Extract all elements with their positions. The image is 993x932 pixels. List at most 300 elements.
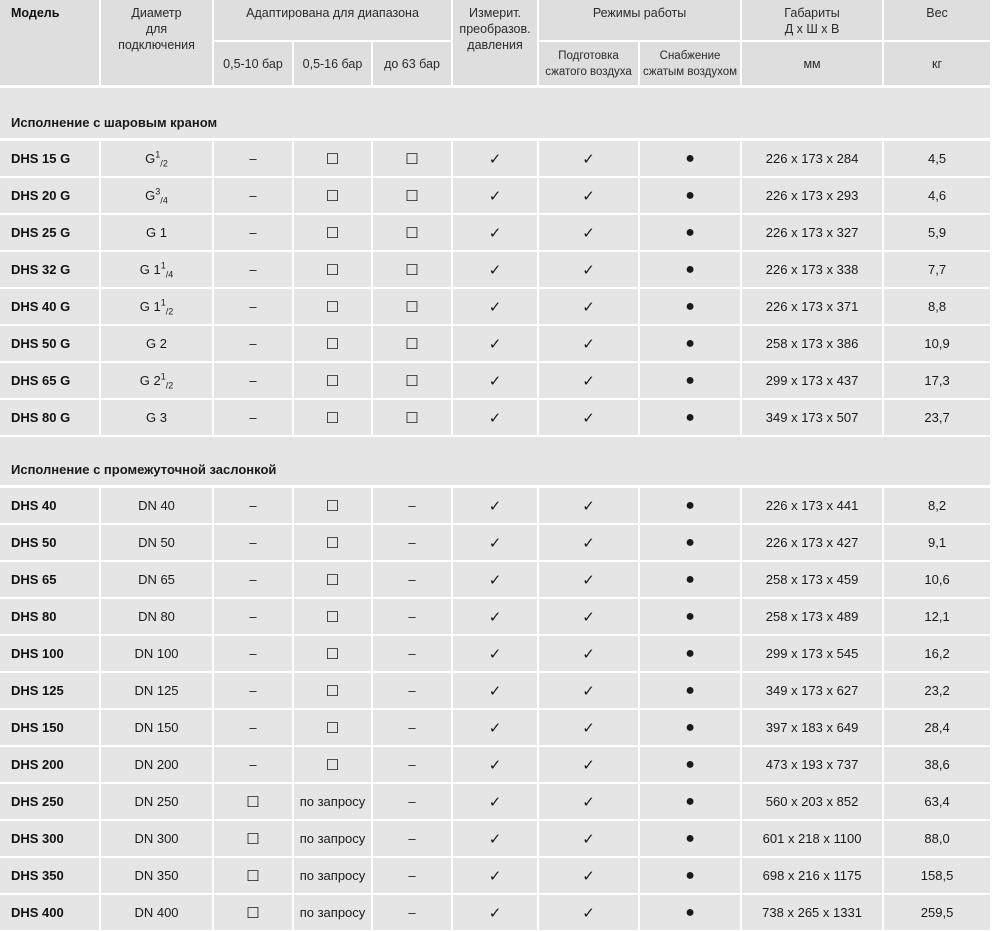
dash-icon: – [249,410,257,425]
bullet-icon: ● [685,755,695,773]
cell-meter [453,673,539,710]
header-adapted-range [214,0,453,40]
cell-range-10 [214,400,294,437]
header-mode-preparation [539,40,640,85]
section-title: Исполнение с шаровым краном [0,88,990,138]
cell-model [0,858,101,895]
table-row [0,363,990,400]
header-diameter [101,0,214,85]
header-meter-line2: преобразов. [459,22,531,36]
cell-connection [101,525,214,562]
cell-meter [453,895,539,932]
dash-icon: – [249,535,257,550]
cell-range-10 [214,599,294,636]
check-icon: ✓ [582,867,595,885]
cell-range-16 [294,289,373,326]
model-name: DHS 300 [11,831,64,846]
weight-value: 38,6 [924,757,950,772]
checkbox-empty-icon: ☐ [325,682,340,700]
model-name: DHS 125 [11,683,64,698]
cell-model [0,252,101,289]
check-icon: ✓ [582,298,595,316]
cell-range-16 [294,400,373,437]
cell-model [0,636,101,673]
table-row [0,673,990,710]
cell-dimensions [742,821,884,858]
dash-icon: – [249,225,257,240]
cell-meter [453,747,539,784]
cell-preparation [539,363,640,400]
check-icon: ✓ [582,571,595,589]
cell-meter [453,326,539,363]
bullet-icon: ● [685,644,695,662]
cell-range-16 [294,895,373,932]
checkbox-empty-icon: ☐ [325,497,340,515]
dimensions-value: 258 x 173 x 459 [765,572,859,587]
connection-fraction-numerator: 1 [155,149,161,160]
bullet-icon: ● [685,792,695,810]
model-name: DHS 15 G [11,151,71,166]
cell-supply [640,858,742,895]
weight-value: 4,5 [928,151,947,166]
cell-connection [101,821,214,858]
cell-connection [101,895,214,932]
cell-supply [640,562,742,599]
cell-meter [453,215,539,252]
cell-range-63 [373,895,453,932]
cell-preparation [539,895,640,932]
cell-weight [884,488,990,525]
header-dims-unit-label: мм [803,56,821,71]
connection-fraction-numerator: 1 [160,260,166,271]
cell-meter [453,821,539,858]
check-icon: ✓ [488,645,502,663]
connection-value: G [145,188,156,203]
cell-preparation [539,710,640,747]
weight-value: 10,6 [924,572,950,587]
connection-fraction-slash: / [160,195,163,206]
header-range-16-label: 0,5-16 бар [302,56,363,71]
header-weight-label: Вес [926,6,948,20]
model-name: DHS 350 [11,868,64,883]
dash-icon: – [408,683,416,698]
cell-range-63 [373,821,453,858]
cell-dimensions [742,289,884,326]
connection-fraction-slash: / [160,158,163,169]
cell-meter [453,400,539,437]
connection-value: DN 300 [134,831,179,846]
dimensions-value: 258 x 173 x 386 [765,336,859,351]
cell-meter [453,289,539,326]
cell-model [0,289,101,326]
section-title-row [0,437,990,485]
connection-value: G 1 [146,225,167,240]
connection-value: DN 40 [138,498,175,513]
checkbox-empty-icon: ☐ [405,298,419,316]
check-icon: ✓ [582,150,595,168]
cell-dimensions [742,562,884,599]
table-row [0,141,990,178]
cell-meter [453,710,539,747]
dash-icon: – [249,188,257,203]
cell-range-16 [294,710,373,747]
table-row [0,858,990,895]
dash-icon: – [408,794,416,809]
cell-range-16 [294,178,373,215]
cell-range-16 [294,326,373,363]
model-name: DHS 32 G [11,262,71,277]
cell-dimensions [742,326,884,363]
cell-range-16 [294,215,373,252]
dash-icon: – [249,151,257,166]
dash-icon: – [249,683,257,698]
cell-weight [884,525,990,562]
checkbox-empty-icon: ☐ [405,150,419,168]
connection-fraction-denominator: 2 [162,158,168,169]
cell-range-63 [373,141,453,178]
model-name: DHS 20 G [11,188,71,203]
cell-meter [453,363,539,400]
header-weight-unit [884,40,990,85]
weight-value: 12,1 [924,609,950,624]
cell-dimensions [742,710,884,747]
cell-connection [101,599,214,636]
cell-dimensions [742,488,884,525]
check-icon: ✓ [488,150,502,168]
header-diameter-line1: Диаметр [131,6,182,20]
section-title-row [0,88,990,138]
weight-value: 63,4 [924,794,950,809]
dimensions-value: 258 x 173 x 489 [765,609,859,624]
connection-fraction-denominator: 2 [168,306,174,317]
dimensions-value: 349 x 173 x 627 [765,683,859,698]
cell-weight [884,747,990,784]
cell-meter [453,784,539,821]
header-mode-prep-line1: Подготовка [558,49,619,62]
checkbox-empty-icon: ☐ [325,261,340,279]
bullet-icon: ● [685,533,695,551]
header-range-16 [294,40,373,85]
cell-range-10 [214,289,294,326]
dash-icon: – [249,720,257,735]
checkbox-empty-icon: ☐ [325,150,340,168]
cell-range-10 [214,821,294,858]
cell-model [0,895,101,932]
cell-range-10 [214,747,294,784]
cell-meter [453,525,539,562]
bullet-icon: ● [685,186,695,204]
check-icon: ✓ [488,534,502,552]
cell-model [0,710,101,747]
cell-range-63 [373,784,453,821]
connection-value: DN 65 [138,572,175,587]
cell-model [0,562,101,599]
checkbox-empty-icon: ☐ [325,335,340,353]
dimensions-value: 738 x 265 x 1331 [762,905,862,920]
cell-range-63 [373,363,453,400]
cell-weight [884,215,990,252]
cell-model [0,363,101,400]
cell-range-10 [214,673,294,710]
weight-value: 28,4 [924,720,950,735]
check-icon: ✓ [488,409,502,427]
model-name: DHS 80 G [11,410,71,425]
model-name: DHS 80 [11,609,57,624]
bullet-icon: ● [685,260,695,278]
dimensions-value: 226 x 173 x 284 [765,151,859,166]
table-row [0,400,990,437]
cell-meter [453,178,539,215]
bullet-icon: ● [685,334,695,352]
check-icon: ✓ [582,497,595,515]
cell-meter [453,599,539,636]
cell-range-63 [373,326,453,363]
cell-weight [884,326,990,363]
dimensions-value: 397 x 183 x 649 [765,720,859,735]
cell-model [0,400,101,437]
cell-preparation [539,858,640,895]
bullet-icon: ● [685,570,695,588]
weight-value: 7,7 [928,262,947,277]
cell-preparation [539,215,640,252]
connection-value: G [145,151,156,166]
cell-weight [884,178,990,215]
cell-weight [884,252,990,289]
cell-range-16 [294,525,373,562]
cell-supply [640,289,742,326]
cell-supply [640,895,742,932]
connection-fraction-slash: / [165,306,169,317]
check-icon: ✓ [582,645,595,663]
cell-supply [640,599,742,636]
cell-dimensions [742,215,884,252]
cell-range-63 [373,488,453,525]
cell-model [0,488,101,525]
cell-range-16 [294,363,373,400]
model-name: DHS 100 [11,646,64,661]
cell-model [0,673,101,710]
connection-value: DN 200 [134,757,179,772]
cell-weight [884,400,990,437]
weight-value: 16,2 [924,646,950,661]
range-16-mark: по запросу [299,794,366,809]
bullet-icon: ● [685,681,695,699]
dash-icon: – [249,262,257,277]
check-icon: ✓ [582,682,595,700]
table-row [0,636,990,673]
cell-supply [640,784,742,821]
header-range-10 [214,40,294,85]
cell-dimensions [742,400,884,437]
table-row [0,821,990,858]
bullet-icon: ● [685,297,695,315]
bullet-icon: ● [685,607,695,625]
header-meter-line3: давления [467,38,523,52]
cell-range-63 [373,599,453,636]
dimensions-value: 601 x 218 x 1100 [762,831,862,846]
header-mode-supply-line1: Снабжение [659,49,721,62]
dash-icon: – [249,646,257,661]
cell-meter [453,636,539,673]
checkbox-empty-icon: ☐ [246,830,260,848]
connection-value: DN 100 [134,646,179,661]
connection-fraction-numerator: 1 [160,371,166,382]
cell-supply [640,141,742,178]
check-icon: ✓ [488,187,502,205]
header-modes [539,0,742,40]
cell-range-10 [214,710,294,747]
cell-range-16 [294,673,373,710]
cell-weight [884,636,990,673]
cell-connection [101,488,214,525]
checkbox-empty-icon: ☐ [325,534,340,552]
check-icon: ✓ [582,608,595,626]
cell-model [0,215,101,252]
header-dimensions [742,0,884,40]
check-icon: ✓ [488,867,502,885]
table-row [0,784,990,821]
dash-icon: – [249,336,257,351]
checkbox-empty-icon: ☐ [405,261,419,279]
cell-supply [640,821,742,858]
cell-range-63 [373,252,453,289]
cell-connection [101,747,214,784]
cell-weight [884,562,990,599]
cell-range-63 [373,215,453,252]
dash-icon: – [408,905,416,920]
bullet-icon: ● [685,866,695,884]
table-row [0,178,990,215]
cell-preparation [539,488,640,525]
bullet-icon: ● [685,829,695,847]
cell-preparation [539,400,640,437]
cell-dimensions [742,858,884,895]
cell-dimensions [742,784,884,821]
dimensions-value: 560 x 203 x 852 [765,794,859,809]
cell-range-63 [373,710,453,747]
cell-range-16 [294,636,373,673]
connection-fraction-slash: / [165,380,169,391]
cell-model [0,747,101,784]
cell-preparation [539,599,640,636]
cell-supply [640,673,742,710]
connection-value: DN 150 [134,720,179,735]
checkbox-empty-icon: ☐ [405,224,419,242]
cell-range-10 [214,215,294,252]
cell-supply [640,636,742,673]
weight-value: 4,6 [928,188,947,203]
cell-weight [884,673,990,710]
cell-range-10 [214,252,294,289]
header-pressure-meter [453,0,539,85]
dimensions-value: 226 x 173 x 371 [765,299,859,314]
cell-supply [640,252,742,289]
cell-range-63 [373,636,453,673]
header-dims-unit [742,40,884,85]
check-icon: ✓ [488,608,502,626]
cell-range-16 [294,747,373,784]
header-dims-line2: Д х Ш х В [784,22,840,36]
table-row [0,562,990,599]
dimensions-value: 349 x 173 x 507 [765,410,859,425]
check-icon: ✓ [582,830,595,848]
weight-value: 9,1 [928,535,947,550]
check-icon: ✓ [582,261,595,279]
cell-range-16 [294,858,373,895]
check-icon: ✓ [488,497,502,515]
cell-dimensions [742,363,884,400]
cell-range-63 [373,673,453,710]
dimensions-value: 226 x 173 x 327 [765,225,859,240]
cell-range-10 [214,141,294,178]
dash-icon: – [408,535,416,550]
checkbox-empty-icon: ☐ [325,719,340,737]
checkbox-empty-icon: ☐ [325,298,340,316]
check-icon: ✓ [582,793,595,811]
check-icon: ✓ [488,298,502,316]
header-range-63 [373,40,453,85]
connection-value: G 2 [146,336,167,351]
check-icon: ✓ [582,719,595,737]
cell-model [0,821,101,858]
table-row [0,252,990,289]
connection-fraction-slash: / [165,269,169,280]
cell-model [0,784,101,821]
model-name: DHS 40 G [11,299,71,314]
cell-weight [884,363,990,400]
cell-range-16 [294,821,373,858]
cell-connection [101,289,214,326]
model-name: DHS 50 G [11,336,71,351]
dimensions-value: 299 x 173 x 437 [765,373,859,388]
cell-supply [640,178,742,215]
checkbox-empty-icon: ☐ [325,608,340,626]
check-icon: ✓ [488,830,502,848]
table-row [0,525,990,562]
weight-value: 158,5 [920,868,954,883]
dash-icon: – [408,498,416,513]
dash-icon: – [249,757,257,772]
cell-range-63 [373,858,453,895]
cell-connection [101,562,214,599]
connection-value: G 3 [146,410,167,425]
cell-supply [640,525,742,562]
model-name: DHS 250 [11,794,64,809]
cell-range-63 [373,289,453,326]
cell-weight [884,599,990,636]
header-dims-line1: Габариты [784,6,840,20]
cell-preparation [539,141,640,178]
dimensions-value: 698 x 216 x 1175 [762,868,862,883]
connection-value: DN 80 [138,609,175,624]
connection-fraction-denominator: 4 [168,269,174,280]
cell-connection [101,784,214,821]
bullet-icon: ● [685,408,695,426]
cell-meter [453,858,539,895]
connection-fraction-numerator: 1 [160,297,166,308]
check-icon: ✓ [488,261,502,279]
check-icon: ✓ [582,372,595,390]
cell-connection [101,178,214,215]
checkbox-empty-icon: ☐ [325,756,340,774]
model-name: DHS 400 [11,905,64,920]
cell-weight [884,141,990,178]
header-mode-prep-line2: сжатого воздуха [545,65,632,78]
cell-range-10 [214,784,294,821]
dash-icon: – [408,646,416,661]
connection-value: G 1 [139,262,161,277]
bullet-icon: ● [685,371,695,389]
